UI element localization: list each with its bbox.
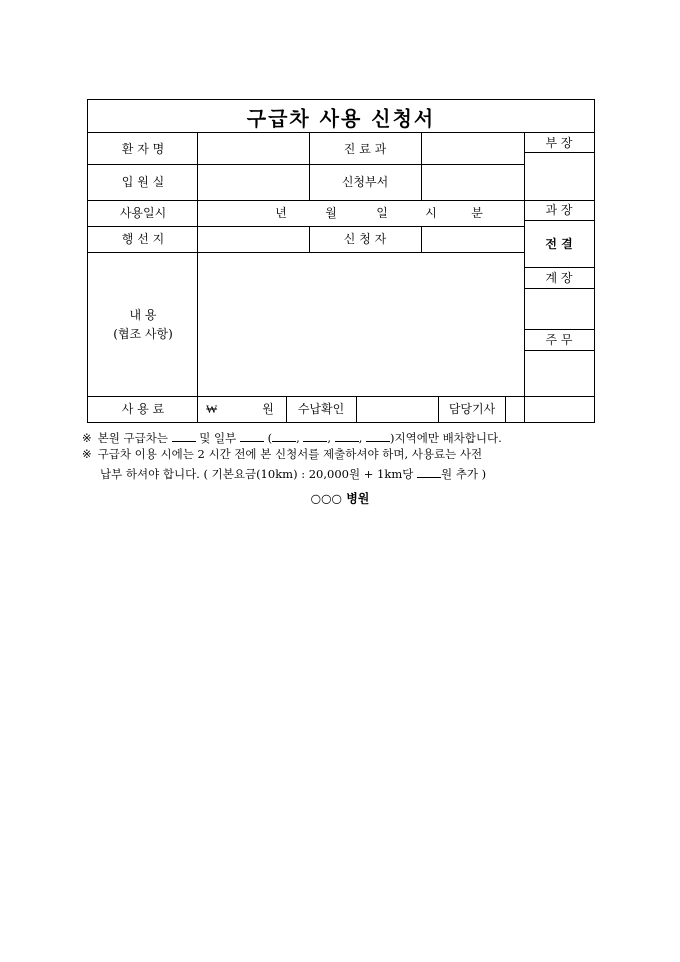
content-sub-label: (협조 사항): [113, 327, 173, 341]
divider: [524, 267, 594, 268]
destination-label: 행 선 지: [121, 232, 165, 246]
payment-check-label: 수납확인: [297, 402, 345, 416]
note-text: (: [267, 431, 273, 445]
divider: [286, 396, 287, 422]
note-text: 및 일부: [199, 431, 237, 445]
divider: [88, 252, 524, 253]
divider: [88, 226, 524, 227]
note-text: )지역에만 배차합니다.: [390, 431, 502, 445]
note-text: 납부 하셔야 합니다. ( 기본요금(10km) : 20,000원 + 1km당: [100, 467, 414, 481]
department-label: 진 료 과: [343, 142, 387, 156]
divider: [421, 132, 422, 200]
note-text: 본원 구급차는: [97, 431, 168, 445]
fee-label: 사 용 료: [121, 402, 165, 416]
month-unit: 월: [325, 206, 337, 220]
driver-label: 담당기사: [448, 402, 496, 416]
divider: [421, 226, 422, 252]
divider: [88, 164, 524, 165]
day-unit: 일: [376, 206, 388, 220]
patient-name-label: 환 자 명: [121, 142, 165, 156]
fee-unit: 원: [262, 402, 274, 416]
hospital-prefix: ○○○: [310, 491, 343, 506]
note-mark: ※: [82, 447, 92, 461]
blank-line: [272, 431, 296, 442]
divider: [88, 132, 594, 133]
content-label: 내 용: [129, 308, 157, 322]
divider: [356, 396, 357, 422]
hospital-name-text: 병원: [346, 491, 370, 506]
fee-currency: ₩: [206, 402, 218, 416]
manager-label: 부 장: [545, 136, 573, 150]
divider: [524, 288, 594, 289]
head-label: 계 장: [545, 271, 573, 285]
blank-line: [335, 431, 359, 442]
divider: [505, 396, 506, 422]
use-datetime-label: 사용일시: [119, 206, 167, 220]
divider: [438, 396, 439, 422]
request-dept-label: 신청부서: [341, 175, 389, 189]
applicant-label: 신 청 자: [343, 232, 387, 246]
blank-line: [240, 431, 264, 442]
blank-line: [303, 431, 327, 442]
divider: [197, 132, 198, 422]
divider: [524, 329, 594, 330]
form-title: 구급차 사용 신청서: [246, 106, 436, 131]
year-unit: 년: [275, 206, 287, 220]
divider: [309, 226, 310, 252]
ward-label: 입 원 실: [121, 175, 165, 189]
minute-unit: 분: [471, 206, 483, 220]
hospital-name: [311, 490, 370, 507]
divider: [88, 200, 594, 201]
ambulance-request-form: [87, 99, 595, 423]
divider: [524, 132, 525, 422]
delegated-label: 전 결: [545, 237, 573, 251]
divider: [88, 396, 594, 397]
section-chief-label: 과 장: [545, 203, 573, 217]
blank-line: [172, 431, 196, 442]
divider: [309, 132, 310, 200]
blank-line: [366, 431, 390, 442]
note-text: 구급차 이용 시에는 2 시간 전에 본 신청서를 제출하셔야 하며, 사용료는 사전: [97, 447, 483, 461]
blank-line: [417, 467, 441, 478]
officer-label: 주 무: [545, 333, 573, 347]
divider: [524, 220, 594, 221]
hour-unit: 시: [425, 206, 437, 220]
note-line-1: ※ 본원 구급차는 및 일부 ( , , , )지역에만 배차합니다.: [82, 431, 502, 445]
note-mark: ※: [82, 431, 92, 445]
note-line-2: [82, 449, 482, 461]
note-text: 원 추가 ): [441, 467, 487, 481]
divider: [524, 350, 594, 351]
divider: [524, 152, 594, 153]
note-line-3: [100, 467, 486, 481]
